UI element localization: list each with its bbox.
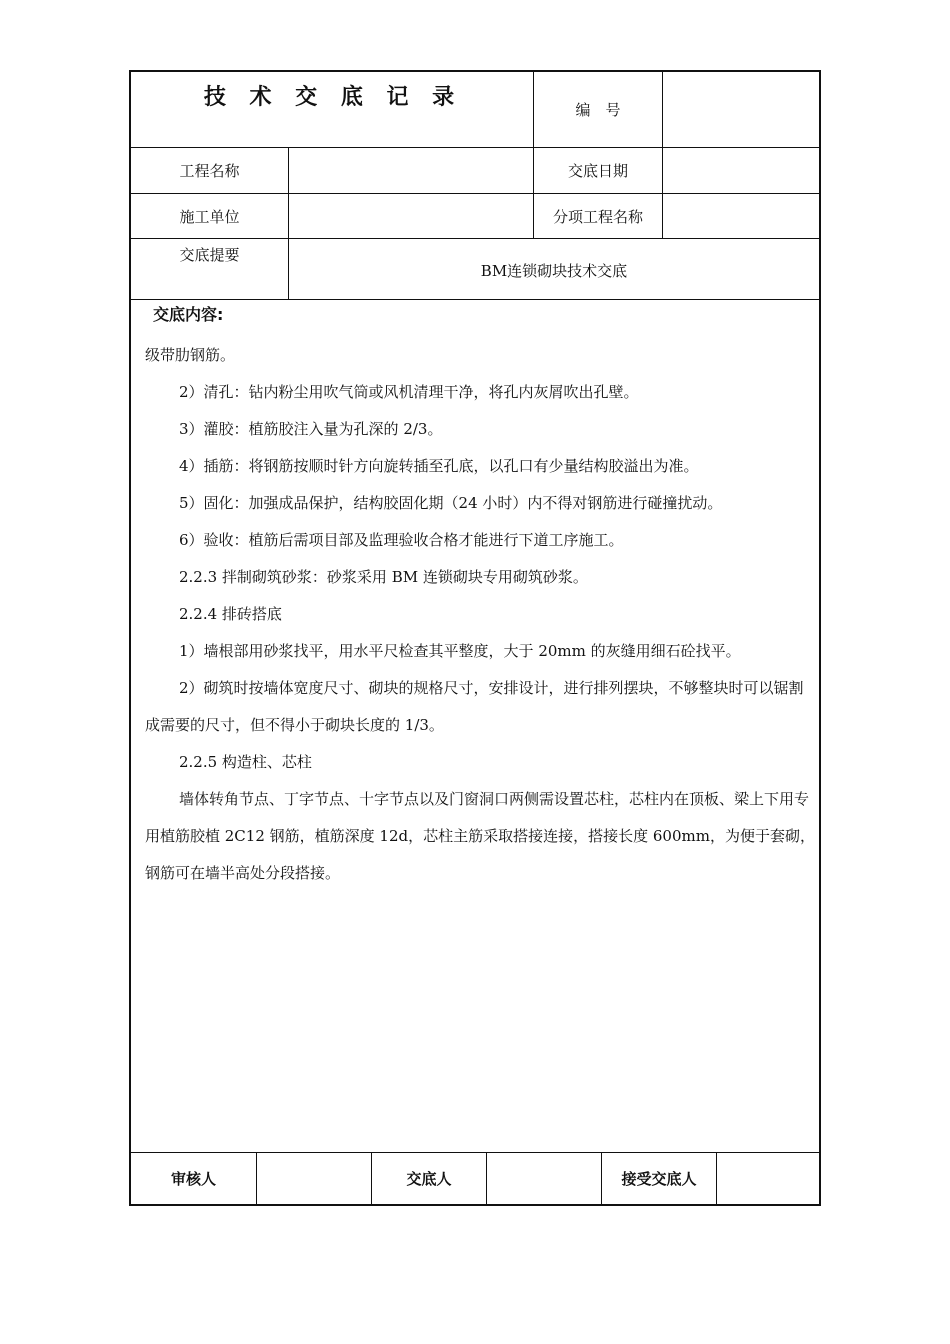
rule <box>131 299 819 300</box>
summary-label: 交底提要 <box>179 246 240 264</box>
contractor-value[interactable] <box>289 194 533 238</box>
summary-value: BM连锁砌块技术交底 <box>480 261 628 280</box>
content-paragraph: 3）灌胶：植筋胶注入量为孔深的 2/3。 <box>179 420 443 438</box>
content-paragraph: 5）固化：加强成品保护，结构胶固化期（24 小时）内不得对钢筋进行碰撞扰动。 <box>179 494 723 512</box>
content-paragraph: 2.2.3 拌制砌筑砂浆：砂浆采用 BM 连锁砌块专用砌筑砂浆。 <box>179 568 588 586</box>
receiver-label: 接受交底人 <box>621 1170 697 1188</box>
date-value[interactable] <box>663 148 819 193</box>
content-label: 交底内容: <box>153 305 224 324</box>
project-name-label: 工程名称 <box>179 162 240 180</box>
date-label: 交底日期 <box>567 162 628 180</box>
number-label: 编 号 <box>575 101 621 119</box>
record-form <box>129 70 821 1206</box>
contractor-label: 施工单位 <box>179 207 240 226</box>
rule <box>131 238 819 239</box>
presenter-value[interactable] <box>487 1153 601 1204</box>
receiver-value[interactable] <box>717 1153 819 1204</box>
project-name-value[interactable] <box>289 148 533 193</box>
content-paragraph: 2）清孔：钻内粉尘用吹气筒或风机清理干净，将孔内灰屑吹出孔壁。 <box>179 383 639 401</box>
sub-project-label: 分项工程名称 <box>552 207 643 226</box>
content-paragraph: 1）墙根部用砂浆找平，用水平尺检查其平整度，大于 20mm 的灰缝用细石砼找平。 <box>179 642 741 660</box>
content-paragraph: 2.2.5 构造柱、芯柱 <box>179 753 312 771</box>
content-paragraph: 2.2.4 排砖搭底 <box>179 605 282 623</box>
content-paragraph: 6）验收：植筋后需项目部及监理验收合格才能进行下道工序施工。 <box>179 531 624 549</box>
content-paragraph: 2）砌筑时按墙体宽度尺寸、砌块的规格尺寸，安排设计，进行排列摆块，不够整块时可以锯割成需要的尺寸，但不得小于砌块长度的 1/3。 <box>145 679 804 734</box>
content-paragraph: 4）插筋：将钢筋按顺时针方向旋转插至孔底，以孔口有少量结构胶溢出为准。 <box>179 457 699 475</box>
reviewer-value[interactable] <box>257 1153 371 1204</box>
sub-project-value[interactable] <box>663 194 819 238</box>
document-title: 技 术 交 底 记 录 <box>203 85 463 110</box>
presenter-label: 交底人 <box>406 1170 452 1188</box>
reviewer-label: 审核人 <box>170 1170 216 1188</box>
number-value[interactable] <box>663 72 819 147</box>
content-body <box>145 337 817 892</box>
content-paragraph: 级带肋钢筋。 <box>145 346 236 364</box>
content-paragraph: 墙体转角节点、丁字节点、十字节点以及门窗洞口两侧需设置芯柱，芯柱内在顶板、梁上下用专用植筋胶植 2C12 钢筋，植筋深度 12d，芯柱主筋采取搭接连接，搭接长度 600mm，为便于套砌，钢筋可在墙半高处分段搭接。 <box>145 790 815 882</box>
